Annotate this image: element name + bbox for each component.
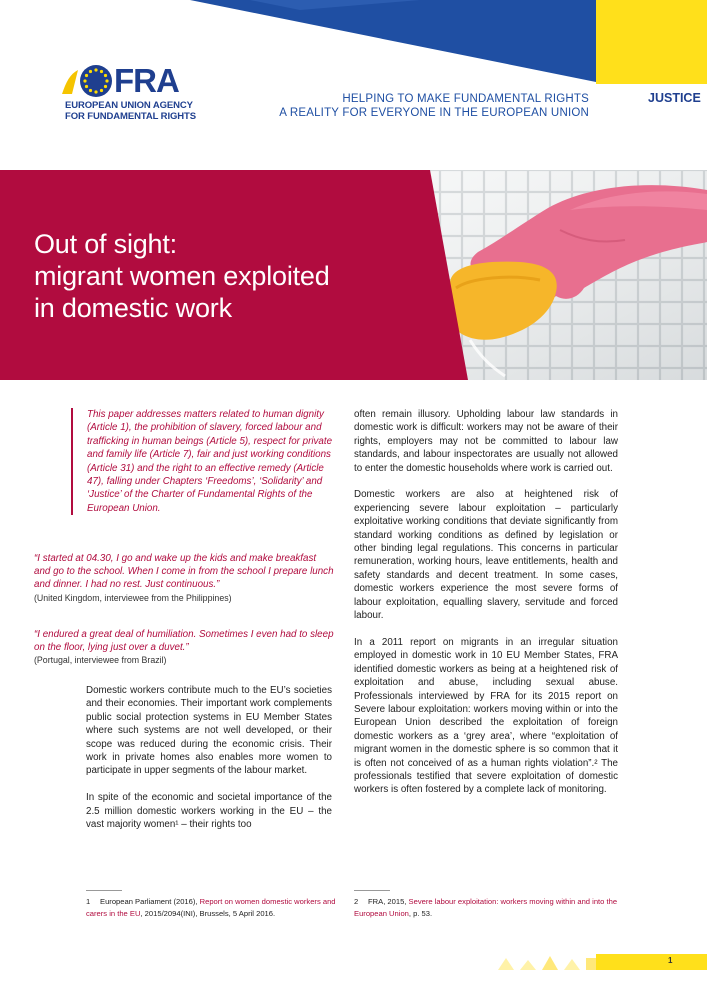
footnote-text: , 2015/2094(INI), Brussels, 5 April 2016. [140, 909, 276, 918]
page-number-bar [596, 954, 707, 970]
body-column-left [86, 684, 332, 845]
body-column-right [354, 408, 618, 810]
charter-intro: This paper addresses matters related to human dignity (Article 1), the prohibition of slavery, forced labour and trafficking in human beings (Article 5), respect for private and family life (Article 7), fair and just working conditions (Article 31) and the right to an effective remedy (Article 47), falling under Chapters ‘Freedoms’, ‘Solidarity’ and ‘Justice’ of the Charter of Fundamental Rights of the European Union. [71, 408, 343, 515]
footnote-number: 1 [86, 897, 91, 906]
footnote [86, 896, 336, 920]
title-line-2: migrant women exploited [34, 261, 330, 291]
logo-name: FRA [114, 62, 179, 99]
logo-line-2: FOR FUNDAMENTAL RIGHTS [65, 111, 196, 122]
quote-block [34, 628, 334, 666]
section-label: JUSTICE [648, 91, 701, 105]
eu-stars-logo-icon [60, 64, 118, 98]
footnote-link[interactable]: Report on women domestic workers and carers in the EU [86, 897, 336, 918]
footnote-number: 2 [354, 897, 359, 906]
quote-block [34, 552, 334, 604]
page-number: 1 [668, 956, 673, 965]
footnote-text: European Parliament (2016), [100, 897, 200, 906]
footnote-link[interactable]: Severe labour exploitation: workers moving within and into the European Union [354, 897, 618, 918]
fra-logo[interactable] [60, 64, 200, 124]
footnote-divider [354, 890, 390, 891]
page-title [34, 228, 330, 324]
body-paragraph: In spite of the economic and societal importance of the 2.5 million domestic workers working in the EU – the vast majority women¹ – their rights too [86, 792, 332, 831]
title-line-3: in domestic work [34, 293, 232, 323]
tagline [279, 92, 589, 120]
footnote-text: , p. 53. [408, 909, 433, 918]
body-paragraph: Domestic workers contribute much to the EU’s societies and their economies. Their important work complements public social protection systems in EU Member States where such systems are not well developed, or their scope was reduced during the economic crisis. Their work in private homes also enables more women to participate in upper segments of the labour market. [86, 685, 332, 777]
quote-source: (United Kingdom, interviewee from the Philippines) [34, 592, 232, 603]
footnote-text: FRA, 2015, [368, 897, 409, 906]
logo-line-1: EUROPEAN UNION AGENCY [65, 100, 193, 111]
body-paragraph: In a 2011 report on migrants in an irregular situation employed in domestic work in 10 EU Member States, FRA identified domestic workers as being at a heightened risk of exploitation and abuse, including sexual abuse. Professionals interviewed by FRA for its 2015 report on Severe labour exploitation: workers moving within or into the European Union described the exploitation of foreign domestic workers as a ‘grey area’, where “exploitation of migrant women in the domestic sphere is so common that it is often not conceived of as a human rights violation”.² The professionals testified that severe exploitation of domestic workers is often fostered by a complete lack of monitoring. [354, 636, 618, 796]
title-line-1: Out of sight: [34, 229, 177, 259]
quote-source: (Portugal, interviewee from Brazil) [34, 655, 167, 666]
body-paragraph: Domestic workers are also at heightened risk of experiencing severe labour exploitation – particularly exploitative working conditions that deviate significantly from standard working conditions as defined by legislation or other binding legal regulations. This concerns in particular remuneration, working hours, leave entitlements, health and safety standards and decent treatment. In some cases, domestic workers experience the most severe forms of labour exploitation, equalling slavery, servitude and forced labour. [354, 489, 618, 622]
quote-text: “I endured a great deal of humiliation. Sometimes I even had to sleep on the floor, lying just over a duvet.” [34, 629, 334, 654]
footnote [354, 896, 624, 920]
body-paragraph: often remain illusory. Upholding labour law standards in domestic work is difficult: workers may not be aware of their rights, employers may not be committed to labour law standards, and labour inspectorates are usually not allowed to enter the domestic households where work is carried out. [354, 409, 618, 474]
quote-text: “I started at 04.30, I go and wake up the kids and make breakfast and go to the school. When I come in from the school I prepare lunch and dinner. I had no rest. Just continuous.” [34, 553, 334, 591]
footnote-divider [86, 890, 122, 891]
tagline-line-2: A REALITY FOR EVERYONE IN THE EUROPEAN UNION [279, 107, 589, 119]
tagline-line-1: HELPING TO MAKE FUNDAMENTAL RIGHTS [342, 93, 589, 105]
